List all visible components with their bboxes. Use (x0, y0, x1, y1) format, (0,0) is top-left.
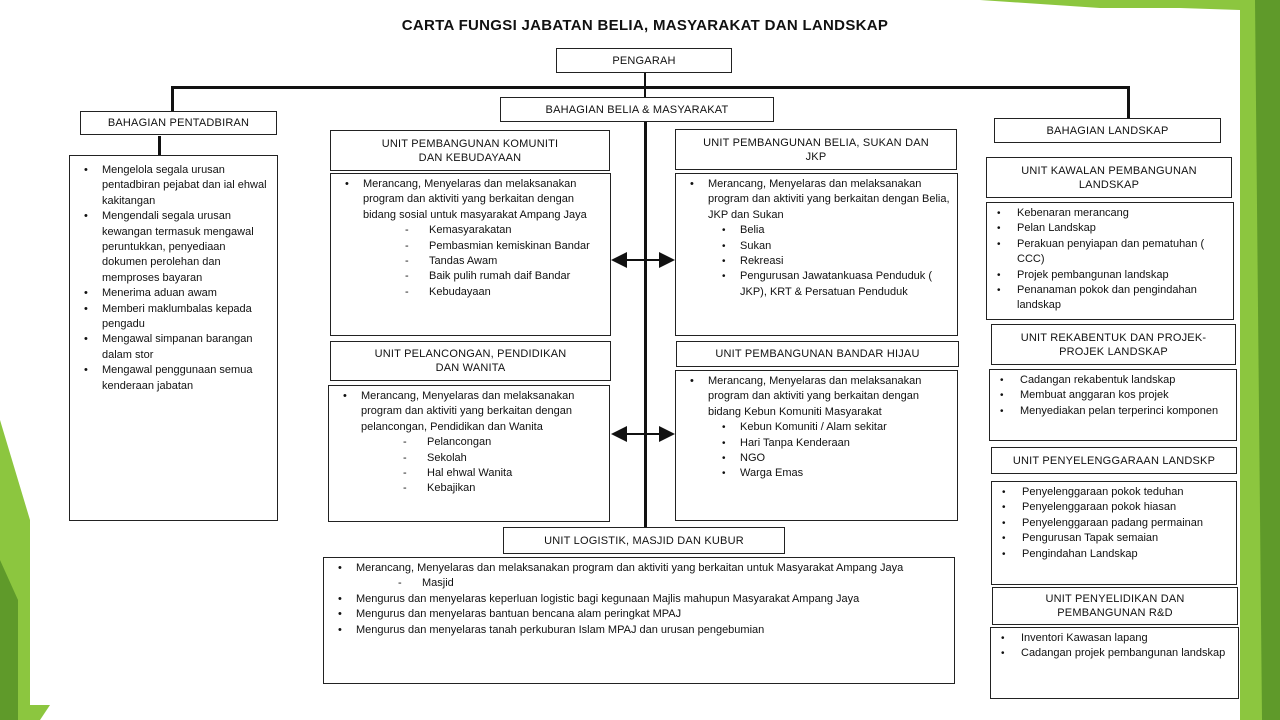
list-item: • Penyelenggaraan padang permainan (998, 516, 1230, 531)
pengarah-box: PENGARAH (556, 48, 732, 73)
sub-list-item: • Sukan (682, 239, 951, 254)
unit-logistik-header: UNIT LOGISTIK, MASJID DAN KUBUR (503, 527, 785, 554)
list-item: • Pengindahan Landskap (998, 547, 1230, 562)
sub-list-item: - Hal ehwal Wanita (335, 466, 603, 481)
list-item: • Merancang, Menyelaras dan melaksanakan program dan aktiviti yang berkaitan dengan Belia, JKP dan Sukan (682, 177, 951, 223)
unit-bandar-hijau-content (675, 370, 958, 521)
unit-komuniti-header: UNIT PEMBANGUNAN KOMUNITI DAN KEBUDAYAAN (330, 130, 610, 171)
unit-penyelidikan-header: UNIT PENYELIDIKAN DAN PEMBANGUNAN R&D (992, 587, 1238, 625)
list-item: • Merancang, Menyelaras dan melaksanakan program dan aktiviti yang berkaitan dengan pelancongan, Pendidikan dan Wanita (335, 389, 603, 435)
sub-list-item: • Belia (682, 223, 951, 238)
list-item: • Pengurusan Tapak semaian (998, 531, 1230, 546)
sub-list-item: - Pembasmian kemiskinan Bandar (337, 239, 604, 254)
unit-belia-sukan-header: UNIT PEMBANGUNAN BELIA, SUKAN DAN JKP (675, 129, 957, 170)
list-item: • Membuat anggaran kos projek (996, 388, 1230, 403)
sub-list-item: • Kebun Komuniti / Alam sekitar (682, 420, 951, 435)
list-item: • Merancang, Menyelaras dan melaksanakan program dan aktiviti yang berkaitan dengan bidang Kebun Komuniti Masyarakat (682, 374, 951, 420)
list-item: • Pelan Landskap (993, 221, 1227, 236)
unit-bandar-hijau-header: UNIT PEMBANGUNAN BANDAR HIJAU (676, 341, 959, 367)
unit-penyelenggaraan-header: UNIT PENYELENGGARAAN LANDSKP (991, 447, 1237, 474)
list-item: • Inventori Kawasan lapang (997, 631, 1232, 646)
list-item: • Kebenaran merancang (993, 206, 1227, 221)
list-item: • Memberi maklumbalas kepada pengadu (76, 302, 271, 333)
sub-list-item: • Warga Emas (682, 466, 951, 481)
sub-list-item: - Kebajikan (335, 481, 603, 496)
sub-list-item: • NGO (682, 451, 951, 466)
list-item: • Merancang, Menyelaras dan melaksanakan program dan aktiviti yang berkaitan dengan bidang sosial untuk masyarakat Ampang Jaya (337, 177, 604, 223)
list-item: • Projek pembangunan landskap (993, 268, 1227, 283)
pentadbiran-functions-box (69, 155, 278, 521)
unit-kawalan-header: UNIT KAWALAN PEMBANGUNAN LANDSKAP (986, 157, 1232, 198)
sub-list-item: - Baik pulih rumah daif Bandar (337, 269, 604, 284)
list-item: • Mengurus dan menyelaras tanah perkuburan Islam MPAJ dan urusan pengebumian (330, 623, 948, 638)
sub-list-item: - Kemasyarakatan (337, 223, 604, 238)
list-item: • Mengawal simpanan barangan dalam stor (76, 332, 271, 363)
sub-list-item: - Kebudayaan (337, 285, 604, 300)
unit-logistik-content (323, 557, 955, 684)
sub-list-item: - Tandas Awam (337, 254, 604, 269)
list-item: • Mengawal penggunaan semua kenderaan jabatan (76, 363, 271, 394)
unit-pelancongan-content (328, 385, 610, 522)
sub-list-item: • Hari Tanpa Kenderaan (682, 436, 951, 451)
unit-rekabentuk-header: UNIT REKABENTUK DAN PROJEK-PROJEK LANDSKAP (991, 324, 1236, 365)
list-item: • Perakuan penyiapan dan pematuhan ( CCC) (993, 237, 1227, 268)
list-item: • Cadangan projek pembangunan landskap (997, 646, 1232, 661)
list-item: • Mengendali segala urusan kewangan termasuk mengawal peruntukkan, penyediaan dokumen perolehan dan memproses bayaran (76, 209, 271, 286)
list-item: • Penyelenggaraan pokok hiasan (998, 500, 1230, 515)
list-item: • Mengurus dan menyelaras bantuan bencana alam peringkat MPAJ (330, 607, 948, 622)
chart-title: CARTA FUNGSI JABATAN BELIA, MASYARAKAT DAN LANDSKAP (401, 17, 889, 34)
bahagian-landskap-box: BAHAGIAN LANDSKAP (994, 118, 1221, 143)
bahagian-pentadbiran-box: BAHAGIAN PENTADBIRAN (80, 111, 277, 135)
unit-rekabentuk-content (989, 369, 1237, 441)
sub-list-item: - Pelancongan (335, 435, 603, 450)
sub-list-item: • Pengurusan Jawatankuasa Penduduk ( JKP), KRT & Persatuan Penduduk (682, 269, 951, 300)
unit-pelancongan-header: UNIT PELANCONGAN, PENDIDIKAN DAN WANITA (330, 341, 611, 381)
list-item: • Penanaman pokok dan pengindahan landskap (993, 283, 1227, 314)
unit-komuniti-content (330, 173, 611, 336)
unit-penyelenggaraan-content (991, 481, 1237, 585)
unit-penyelidikan-content (990, 627, 1239, 699)
list-item: • Merancang, Menyelaras dan melaksanakan program dan aktiviti yang berkaitan untuk Masyarakat Ampang Jaya (330, 561, 948, 576)
unit-belia-sukan-content (675, 173, 958, 336)
bahagian-belia-masyarakat-box: BAHAGIAN BELIA & MASYARAKAT (500, 97, 774, 122)
sub-list-item: - Sekolah (335, 451, 603, 466)
list-item: • Penyelenggaraan pokok teduhan (998, 485, 1230, 500)
list-item: • Menerima aduan awam (76, 286, 271, 301)
list-item: • Menyediakan pelan terperinci komponen (996, 404, 1230, 419)
sub-list-item: - Masjid (330, 576, 948, 591)
list-item: • Mengurus dan menyelaras keperluan logistic bagi kegunaan Majlis mahupun Masyarakat Ampang Jaya (330, 592, 948, 607)
list-item: • Mengelola segala urusan pentadbiran pejabat dan ial ehwal kakitangan (76, 163, 271, 209)
unit-kawalan-content (986, 202, 1234, 320)
list-item: • Cadangan rekabentuk landskap (996, 373, 1230, 388)
sub-list-item: • Rekreasi (682, 254, 951, 269)
